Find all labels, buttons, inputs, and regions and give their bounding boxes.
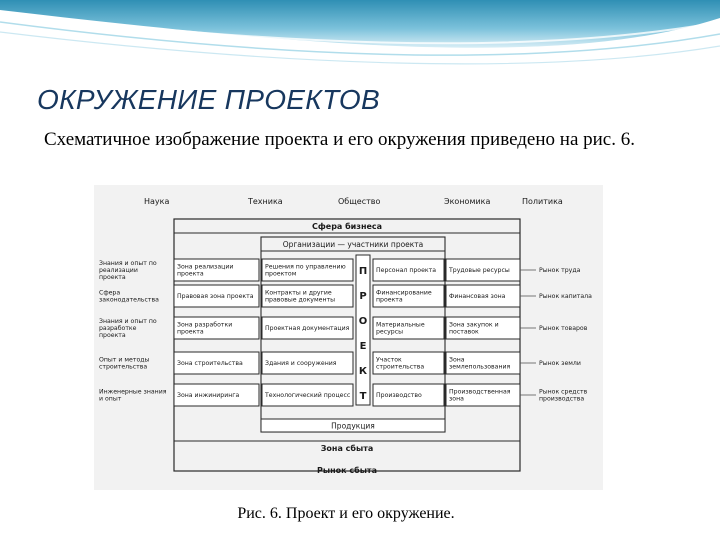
right-label-4: Рынок средств производства [539,388,588,403]
row-boxes [174,259,520,406]
products-label: Продукция [331,421,375,431]
project-letter-t: Т [359,391,367,402]
sales-zone-label: Зона сбыта [320,444,374,453]
project-box-label-0: Персонал проекта [376,267,437,274]
figure-caption: Рис. 6. Проект и его окружение. [237,505,455,522]
project-box-label-2: Материальные ресурсы [376,321,425,336]
header-banner [0,0,720,80]
organizations-label: Организации — участники проекта [282,240,424,249]
zone-box-label-4: Зона инжиниринга [177,392,240,399]
org-box-label-2: Проектная документация [265,325,350,332]
top-label-economy: Экономика [444,197,491,206]
project-environment-diagram [94,185,603,490]
org-box-label-4: Технологический процесс [265,392,351,399]
resource-box-label-4: Производственная зона [449,388,511,403]
project-box-label-4: Производство [376,392,422,399]
business-sphere-label: Сфера бизнеса [311,222,383,231]
intro-text: Схематичное изображение проекта и его окружения приведено на рис. 6. [44,129,635,150]
project-letter-r: Р [359,291,367,302]
project-box-label-3: Участок строительства [376,356,425,371]
top-label-science: Наука [144,197,170,206]
org-box-label-0: Решения по управлению проектом [265,263,346,278]
org-box-label-1: Контракты и другие правовые документы [265,289,335,304]
right-label-2: Рынок товаров [539,325,588,332]
resource-box-label-1: Финансовая зона [449,293,506,300]
project-box-label-1: Финансирование проекта [376,289,432,304]
project-letter-p: П [358,266,368,277]
org-box-label-3: Здания и сооружения [265,360,337,367]
left-label-2: Знания и опыт по разработке проекта [99,318,157,339]
project-letter-k: К [358,366,368,377]
left-label-3: Опыт и методы строительства [99,356,150,371]
left-label-1: Сфера законодательства [99,289,159,304]
right-label-0: Рынок труда [539,267,581,274]
right-label-3: Рынок земли [539,360,581,367]
top-label-technology: Техника [248,197,283,206]
left-label-4: Инженерные знания и опыт [99,388,167,403]
project-column [356,255,370,405]
sales-market-label: Рынок сбыта [317,466,377,475]
zone-box-label-1: Правовая зона проекта [177,293,254,300]
right-label-1: Рынок капитала [539,293,592,300]
project-letter-e: Е [359,341,367,352]
zone-box-label-3: Зона строительства [177,360,243,367]
top-label-politics: Политика [522,197,563,206]
slide-title: ОКРУЖЕНИЕ ПРОЕКТОВ [37,84,380,115]
left-label-0: Знания и опыт по реализации проекта [99,260,157,281]
resource-box-label-2: Зона закупок и поставок [449,321,499,336]
zone-box-label-2: Зона разработки проекта [177,321,233,336]
top-label-society: Общество [338,197,381,206]
resource-box-label-0: Трудовые ресурсы [449,267,510,274]
project-letter-o: О [358,316,368,327]
zone-box-label-0: Зона реализации проекта [177,263,234,278]
resource-box-label-3: Зона землепользования [449,356,511,371]
